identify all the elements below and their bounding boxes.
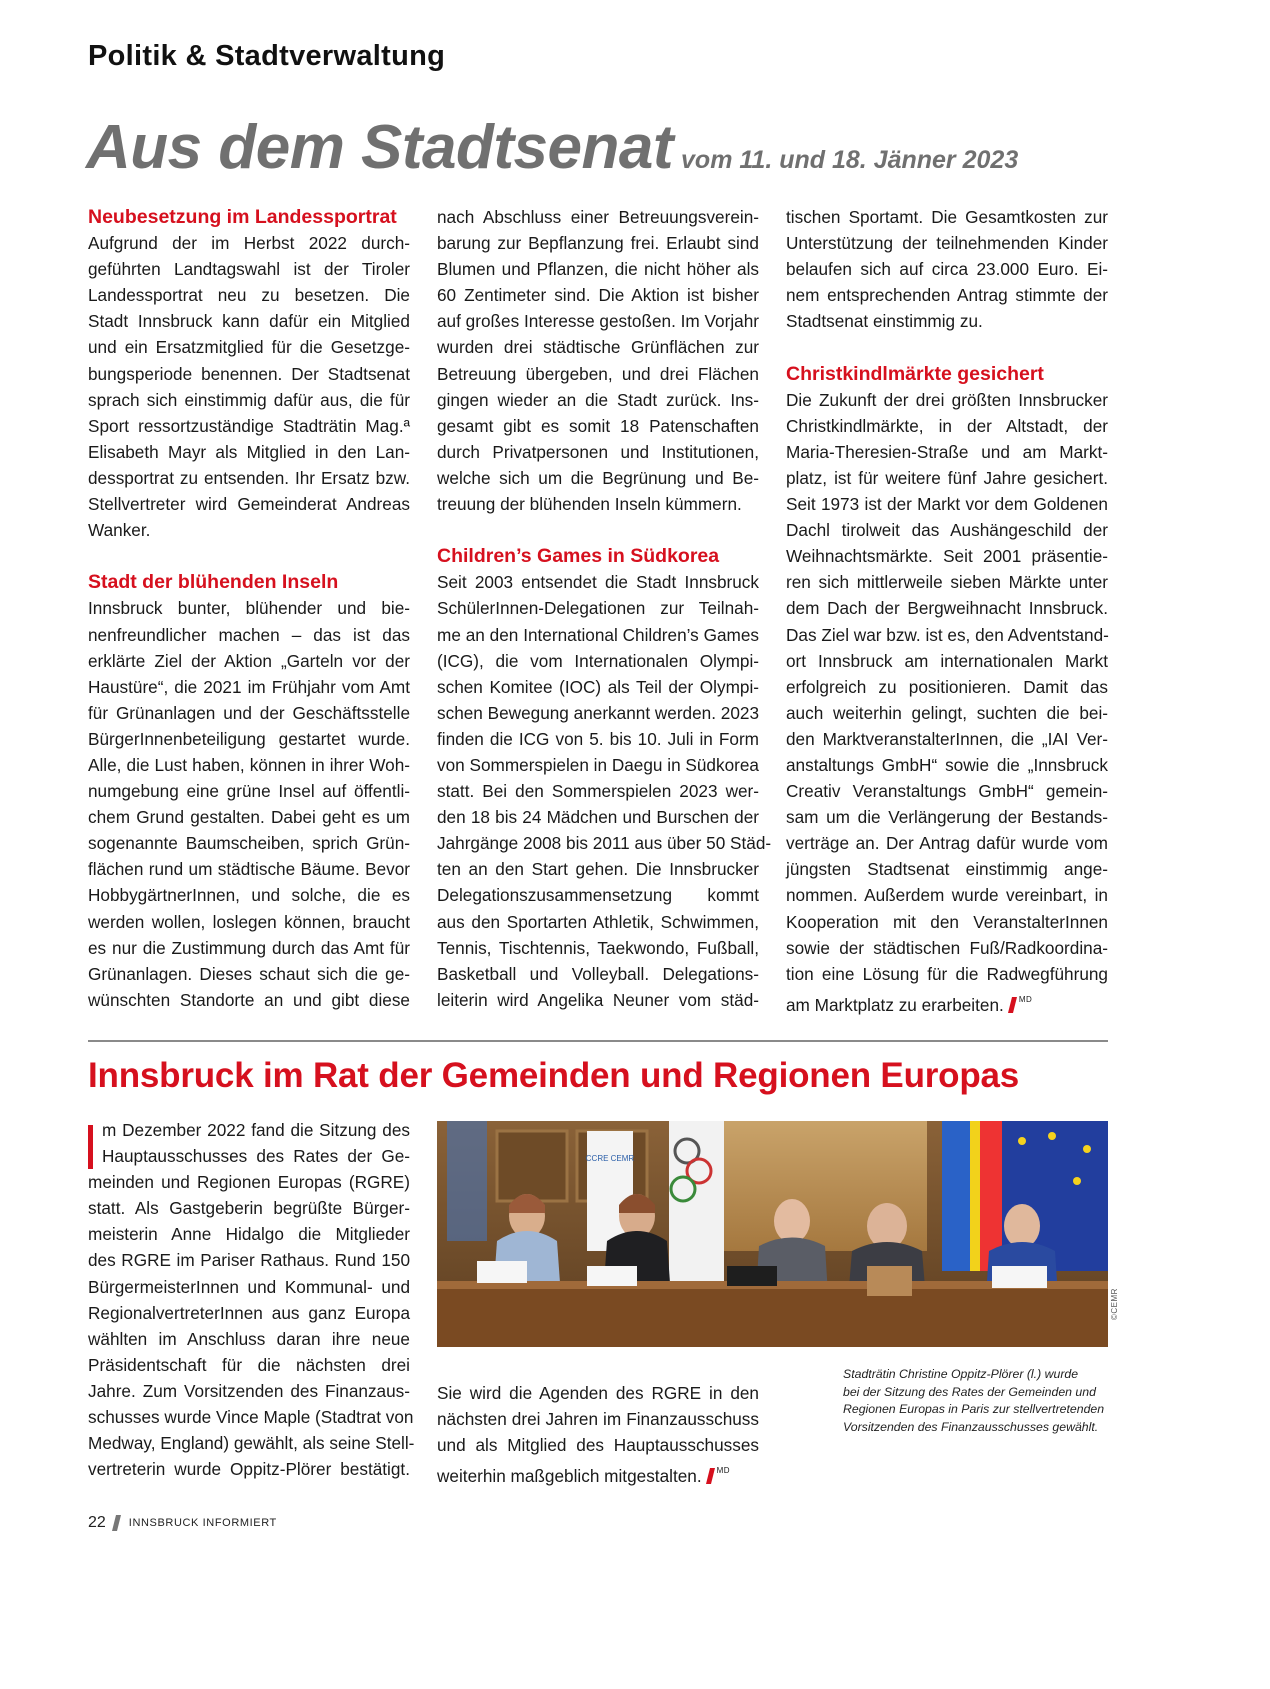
text-line: Wanker. <box>88 520 151 541</box>
text-line: für Grünanlagen und der Geschäftsstelle <box>88 702 410 723</box>
text-line: Jahre. Zum Vorsitzenden des Finanzaus- <box>88 1380 410 1401</box>
text-line: Präsidentschaft für die nächsten drei <box>88 1354 410 1375</box>
text-line: Unterstützung der teilnehmenden Kinder <box>786 233 1108 254</box>
text-line: 60 Zentimeter sind. Die Aktion ist bisher <box>437 285 759 306</box>
text-line: Sie wird die Agenden des RGRE in den <box>437 1383 759 1403</box>
text-line: Weihnachtsmärkte. Seit 2001 präsentie- <box>786 546 1108 567</box>
text-line: Jahrgänge 2008 bis 2011 aus über 50 Städ- <box>437 833 772 854</box>
text-line: flächen rund um städtische Bäume. Bevor <box>88 859 410 880</box>
text-line: Landessportrat neu zu besetzen. Die <box>88 285 410 306</box>
page-title <box>86 112 1018 183</box>
column-3 <box>786 204 1108 1013</box>
text-line: nenfreundlicher machen – das ist das <box>88 624 410 645</box>
caption-line: Stadträtin Christine Oppitz-Plörer (l.) wurde <box>843 1367 1079 1381</box>
text-line: schusses wurde Vince Maple (Stadtrat von <box>88 1407 414 1428</box>
text-line: auch weiterhin gelingt, suchten die bei- <box>786 702 1108 723</box>
text-line: aus den Sportarten Athletik, Schwimmen, <box>437 911 759 932</box>
title-date: vom 11. und 18. Jänner 2023 <box>681 146 1019 174</box>
text-line: schen Komitee (IOC) als Teil der Olympi- <box>437 676 759 697</box>
text-line: Delegationszusammensetzung kommt <box>437 885 759 906</box>
text-line: HobbygärtnerInnen, und solche, die es <box>88 885 410 906</box>
caption-line: bei der Sitzung des Rates der Gemeinden und <box>843 1384 1096 1399</box>
text-line: des RGRE im Pariser Rathaus. Rund 150 <box>88 1250 410 1271</box>
section-divider <box>88 1040 1108 1042</box>
caption-line: Regionen Europas in Paris zur stellvertretenden <box>843 1402 1105 1417</box>
text-line: wünschten Standorte an und gibt diese <box>88 989 410 1010</box>
text-line: und ein Ersatzmitglied für die Gesetzge- <box>88 337 410 358</box>
text-line: nommen. Außerdem wurde vereinbart, in <box>786 885 1108 906</box>
text-line: und als Mitglied des Hauptausschusses <box>437 1435 759 1456</box>
text-line: Die Zukunft der drei größten Innsbrucker <box>786 389 1108 410</box>
text-line: Innsbruck bunter, blühender und bie- <box>88 598 410 619</box>
text-line: BürgermeisterInnen und Kommunal- und <box>88 1276 410 1297</box>
text-line: finden die ICG von 5. bis 10. Juli in Form <box>437 728 759 749</box>
page-footer <box>88 1514 277 1532</box>
feature-headline: Innsbruck im Rat der Gemeinden und Regionen Europas <box>88 1056 1020 1095</box>
text-line: sprach sich einstimmig dafür aus, die für <box>88 389 410 410</box>
publication-name: INNSBRUCK INFORMIERT <box>128 1517 277 1529</box>
text-line: nach Abschluss einer Betreuungsverein- <box>437 207 759 227</box>
text-line-end <box>437 1458 759 1487</box>
text-line: m Dezember 2022 fand die Sitzung des <box>102 1120 410 1140</box>
slash-mark-icon <box>112 1515 121 1531</box>
text-line: Basketball und Volleyball. Delegations- <box>437 963 759 984</box>
text-line: Tennis, Tischtennis, Taekwondo, Fußball, <box>437 937 759 958</box>
article-heading: Stadt der blühenden Inseln <box>88 571 339 594</box>
text-line: Grünanlagen. Dieses schaut sich die ge- <box>88 963 410 984</box>
text-line: chem Grund gestalten. Dabei geht es um <box>88 807 410 828</box>
text-line: gesamt gibt es somit 18 Patenschaften <box>437 415 759 436</box>
text-line: schen Bewegung anerkannt werden. 2023 <box>437 702 760 723</box>
feature-column-2 <box>437 1380 759 1487</box>
end-mark-icon <box>1008 997 1017 1013</box>
text-line: Creativ Veranstaltungs GmbH“ gemein- <box>786 781 1108 802</box>
text-line: Blumen und Pflanzen, die nicht höher als <box>437 259 759 280</box>
text-line: BürgerInnenbeteiligung gestartet wurde. <box>88 728 410 749</box>
text-line: sogenannte Baumscheiben, sprich Grün- <box>88 833 410 854</box>
text-line: sam um die Verlängerung der Bestands- <box>786 807 1108 828</box>
text-line: erfolgreich zu positionieren. Damit das <box>786 676 1108 697</box>
text-line: am Marktplatz zu erarbeiten. <box>786 994 1004 1015</box>
author-signature: MD <box>716 1466 731 1476</box>
text-line: ort Innsbruck am internationalen Markt <box>786 650 1108 671</box>
text-line: gingen wieder an die Stadt zurück. Ins- <box>437 389 759 410</box>
text-line: SchülerInnen-Delegationen zur Teilnah- <box>437 598 759 619</box>
text-line: anstaltungs GmbH“ sowie die „Innsbruck <box>786 754 1108 775</box>
text-line: erklärte Ziel der Aktion „Garteln vor der <box>88 650 410 671</box>
title-main: Aus dem Stadtsenat <box>86 113 674 182</box>
text-line: Betreuung übergeben, und drei Flächen <box>437 363 759 384</box>
text-line: dessportrat zu entsenden. Ihr Ersatz bzw. <box>88 467 410 488</box>
text-line: RegionalvertreterInnen aus ganz Europa <box>88 1302 410 1323</box>
svg-text:CCRE CEMR: CCRE CEMR <box>585 1154 635 1163</box>
text-line: Hauptausschusses des Rates der Ge- <box>102 1146 410 1167</box>
text-line: von Sommerspielen in Daegu in Südkorea <box>437 754 759 775</box>
text-line: Haustüre“, die 2021 im Frühjahr vom Amt <box>88 676 410 697</box>
text-line: wählten im Anschluss daran ihre neue <box>88 1328 410 1349</box>
text-line: ren sich mittlerweile sieben Märkte unter <box>786 572 1108 593</box>
text-line: platz, ist für weitere fünf Jahre gesichert. <box>786 467 1108 488</box>
text-line: Aufgrund der im Herbst 2022 durch- <box>88 233 410 254</box>
text-line: Sport ressortzuständige Stadträtin Mag.ª <box>88 415 410 436</box>
text-line: durch Privatpersonen und Institutionen, <box>437 441 759 462</box>
feature-photo <box>437 1121 1108 1347</box>
text-line: barung zur Bepflanzung frei. Erlaubt sind <box>437 233 759 254</box>
text-line: Seit 1973 ist der Markt vor dem Goldenen <box>786 494 1108 515</box>
feature-column-1 <box>88 1117 415 1482</box>
text-line: meisterin Anne Hidalgo die Mitglieder <box>88 1224 410 1245</box>
text-line: tion eine Lösung für die Radwegführung <box>786 963 1108 984</box>
text-line: Das Ziel war bzw. ist es, den Adventstand- <box>786 624 1109 645</box>
text-line: statt. Als Gastgeberin begrüßte Bürger- <box>88 1198 410 1219</box>
author-signature: MD <box>1018 994 1033 1004</box>
text-line: tischen Sportamt. Die Gesamtkosten zur <box>786 207 1108 227</box>
text-line: sowie der städtischen Fuß/Radkoordina- <box>786 937 1108 958</box>
text-line: Medway, England) gewählt, als seine Stell- <box>88 1433 415 1454</box>
photo-credit: ©CEMR <box>1110 1288 1119 1320</box>
text-line: jüngsten Stadtsenat einstimmig ange- <box>786 859 1108 880</box>
text-line: weiterhin maßgeblich mitgestalten. <box>437 1466 702 1487</box>
text-line: Elisabeth Mayr als Mitglied in den Lan- <box>88 441 410 462</box>
text-line: Seit 2003 entsendet die Stadt Innsbruck <box>437 572 759 593</box>
article-heading: Children’s Games in Südkorea <box>437 545 720 568</box>
photo-caption <box>843 1366 1113 1436</box>
text-line: Stadt Innsbruck kann dafür ein Mitglied <box>88 311 410 332</box>
text-line: nem entsprechenden Antrag stimmte der <box>786 285 1108 306</box>
text-line: Dachl tirolweit das Aushängeschild der <box>786 520 1108 541</box>
article-heading: Christkindlmärkte gesichert <box>786 362 1044 385</box>
text-line-end <box>786 987 1108 1013</box>
text-line: Kooperation mit den VeranstalterInnen <box>786 911 1108 932</box>
caption-line: Vorsitzenden des Finanzausschusses gewählt. <box>843 1419 1099 1434</box>
text-line: leiterin wird Angelika Neuner vom städ- <box>437 989 759 1010</box>
end-mark-icon <box>706 1468 715 1484</box>
text-line: werden wollen, loslegen können, braucht <box>88 911 410 932</box>
page-number: 22 <box>88 1514 106 1531</box>
text-line: (ICG), die vom Internationalen Olympi- <box>437 650 759 671</box>
text-line: ten an den Start gehen. Die Innsbrucker <box>437 859 759 880</box>
text-line: verträge an. Der Antrag dafür wurde vom <box>786 833 1108 854</box>
text-line: vertreterin wurde Oppitz-Plörer bestätigt. <box>88 1459 410 1480</box>
text-line: wurden drei städtische Grünflächen zur <box>437 337 759 358</box>
text-line: treuung der blühenden Inseln kümmern. <box>437 494 742 515</box>
text-line: bungsperiode benennen. Der Stadtsenat <box>88 363 410 384</box>
text-line: Stadtsenat einstimmig zu. <box>786 311 983 332</box>
text-line: statt. Bei den Sommerspielen 2023 wer- <box>437 781 759 802</box>
text-line: den MarktveranstalterInnen, die „IAI Ver- <box>786 728 1108 749</box>
text-line: dem Dach der Bergweihnacht Innsbruck. <box>786 598 1108 619</box>
article-heading: Neubesetzung im Landessportrat <box>88 206 397 228</box>
column-1 <box>88 204 410 1013</box>
text-line: Maria-Theresien-Straße und am Markt- <box>786 441 1108 462</box>
text-line: Alle, die Lust haben, können in ihrer Woh- <box>88 754 410 775</box>
text-line: den 18 bis 24 Mädchen und Burschen der <box>437 807 759 828</box>
text-line: geführten Landtagswahl ist der Tiroler <box>88 259 410 280</box>
column-2 <box>437 204 772 1013</box>
text-line: welche sich um die Begrünung und Be- <box>437 467 759 488</box>
section-label: Politik & Stadtverwaltung <box>88 40 446 72</box>
text-line: Christkindlmärkte, in der Altstadt, der <box>786 415 1108 436</box>
text-line: nächsten drei Jahren im Finanzausschuss <box>437 1409 759 1430</box>
text-line: Stellvertreter wird Gemeinderat Andreas <box>88 494 410 515</box>
text-line: es nur die Zustimmung durch das Amt für <box>88 937 410 958</box>
dropcap-i <box>88 1125 93 1169</box>
text-line: auf großes Interesse gestoßen. Im Vorjahr <box>437 311 759 332</box>
text-line: meinden und Regionen Europas (RGRE) <box>88 1172 410 1193</box>
text-line: me an den International Children’s Games <box>437 624 759 645</box>
text-line: numgebung eine grüne Insel auf öffentli- <box>88 781 410 802</box>
text-line: belaufen sich auf circa 23.000 Euro. Ei- <box>786 259 1108 280</box>
